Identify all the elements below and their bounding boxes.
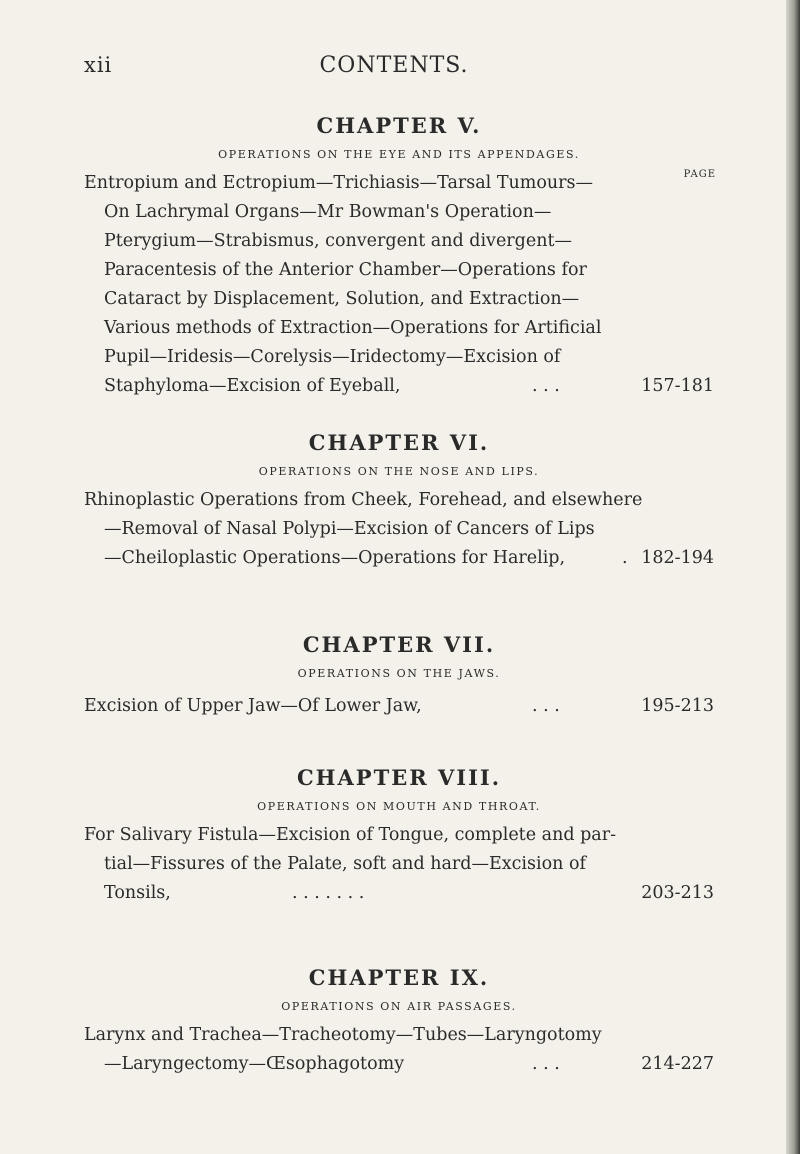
chapter-8 bbox=[84, 765, 714, 908]
page-header bbox=[84, 53, 704, 83]
contents-entry bbox=[84, 169, 714, 401]
entry-line: Pterygium—Strabismus, convergent and divergent— bbox=[104, 231, 573, 251]
entry-line: tial—Fissures of the Palate, soft and hard—Excision of bbox=[104, 854, 586, 874]
page-range: 195-213 bbox=[641, 696, 714, 716]
chapter-title: CHAPTER VIII. bbox=[296, 765, 502, 790]
entry-line: For Salivary Fistula—Excision of Tongue, complete and par- bbox=[84, 825, 617, 845]
entry-line: —Laryngectomy—Œsophagotomy bbox=[104, 1054, 405, 1074]
entry-line: Larynx and Trachea—Tracheotomy—Tubes—Laryngotomy bbox=[84, 1025, 602, 1045]
entry-line: Rhinoplastic Operations from Cheek, Forehead, and elsewhere bbox=[84, 490, 643, 510]
chapter-title: CHAPTER V. bbox=[316, 113, 482, 138]
leader-dots: . . . bbox=[532, 696, 560, 716]
entry-line: Cataract by Displacement, Solution, and Extraction— bbox=[104, 289, 580, 309]
entry-line: Staphyloma—Excision of Eyeball, bbox=[104, 376, 401, 396]
leader-dots: . . . bbox=[532, 1054, 560, 1074]
page-range: 182-194 bbox=[641, 548, 714, 568]
entry-line: —Removal of Nasal Polypi—Excision of Cancers of Lips bbox=[104, 519, 595, 539]
chapter-7 bbox=[84, 632, 714, 721]
page-column-label: PAGE bbox=[683, 169, 716, 180]
entry-line: Pupil—Iridesis—Corelysis—Iridectomy—Excision of bbox=[104, 347, 561, 367]
chapter-subtitle: OPERATIONS ON THE EYE AND ITS APPENDAGES. bbox=[218, 148, 580, 161]
entry-line: Excision of Upper Jaw—Of Lower Jaw, bbox=[84, 696, 422, 716]
chapter-title: CHAPTER IX. bbox=[308, 965, 490, 990]
chapter-title: CHAPTER VI. bbox=[308, 430, 490, 455]
leader-dots: . bbox=[622, 548, 628, 568]
page-range: 203-213 bbox=[641, 883, 714, 903]
chapter-subtitle: OPERATIONS ON THE JAWS. bbox=[297, 667, 501, 680]
chapter-subtitle: OPERATIONS ON MOUTH AND THROAT. bbox=[257, 800, 541, 813]
entry-line: Various methods of Extraction—Operations for Artificial bbox=[104, 318, 602, 338]
entry-line: Entropium and Ectropium—Trichiasis—Tarsal Tumours— bbox=[84, 173, 594, 193]
page-range: 214-227 bbox=[641, 1054, 714, 1074]
page-edge-shadow bbox=[786, 0, 800, 1154]
entry-line: Tonsils, bbox=[104, 883, 171, 903]
entry-line: —Cheiloplastic Operations—Operations for Harelip, bbox=[104, 548, 566, 568]
contents-entry bbox=[84, 821, 714, 908]
entry-line: On Lachrymal Organs—Mr Bowman's Operation— bbox=[104, 202, 552, 222]
chapter-title: CHAPTER VII. bbox=[302, 632, 496, 657]
leader-dots: . . . bbox=[532, 376, 560, 396]
running-title: CONTENTS. bbox=[319, 53, 469, 78]
contents-entry bbox=[84, 486, 714, 573]
chapter-6 bbox=[84, 430, 714, 573]
chapter-5 bbox=[84, 113, 714, 401]
chapter-subtitle: OPERATIONS ON AIR PASSAGES. bbox=[281, 1000, 517, 1013]
leader-dots: . . . . . . . bbox=[292, 883, 365, 903]
contents-entry bbox=[84, 1021, 714, 1079]
chapter-9 bbox=[84, 965, 714, 1079]
entry-line: Paracentesis of the Anterior Chamber—Operations for bbox=[104, 260, 587, 280]
chapter-subtitle: OPERATIONS ON THE NOSE AND LIPS. bbox=[258, 465, 540, 478]
contents-entry bbox=[84, 692, 714, 721]
page-range: 157-181 bbox=[641, 376, 714, 396]
page-number: xii bbox=[84, 53, 113, 77]
